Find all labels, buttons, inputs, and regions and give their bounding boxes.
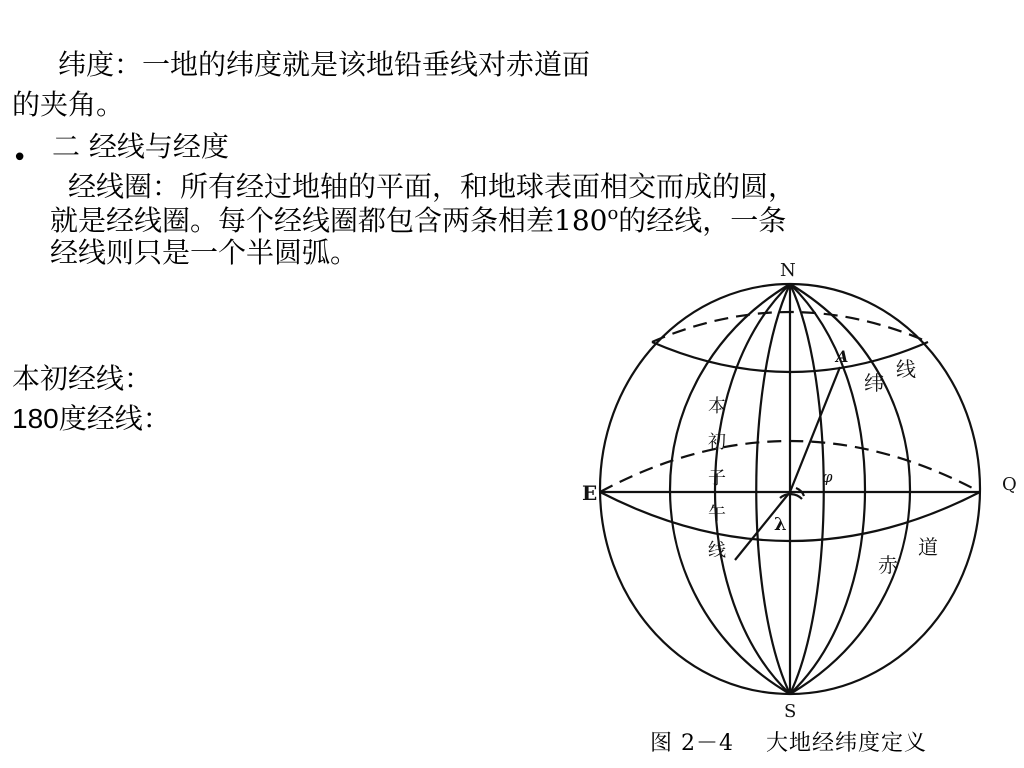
meridian-circle-line1: 经线圈：所有经过地轴的平面，和地球表面相交而成的圆，	[68, 170, 797, 203]
prime-meridian-char: 线	[708, 540, 726, 561]
latitude-line-char: 线	[896, 357, 916, 381]
prime-meridian-char: 子	[708, 468, 726, 489]
latitude-definition-line1: 纬度：一地的纬度就是该地铅垂线对赤道面	[58, 48, 591, 81]
meridian-circle-line3: 经线则只是一个半圆弧。	[50, 236, 359, 269]
east-label: E	[582, 481, 598, 505]
q-label: Q	[1002, 474, 1017, 495]
latitude-line-char: 纬	[864, 371, 884, 395]
latitude-definition-line2: 的夹角。	[12, 88, 125, 121]
prime-meridian-label: 本初经线：	[12, 362, 153, 395]
bullet-marker: •	[12, 143, 28, 173]
phi-label: φ	[822, 468, 833, 486]
meridian-curve	[790, 284, 910, 694]
equator-char: 赤	[878, 553, 898, 577]
point-a-label: A	[836, 347, 849, 366]
prime-meridian-char: 初	[708, 432, 726, 453]
meridian-180-label: 180度经线：	[12, 403, 171, 434]
meridian-curve	[790, 284, 824, 694]
meridian-curve	[670, 284, 790, 694]
section-heading: 二 经线与经度	[52, 130, 229, 163]
meridian-circle-line2	[50, 204, 786, 238]
meridian-circle-line2-part2: 的经线，一条	[618, 204, 787, 237]
meridian-circle-line2-part1: 就是经线圈。每个经线圈都包含两条相差180	[50, 204, 608, 237]
meridian-curve	[715, 284, 790, 694]
figure-caption	[650, 730, 927, 758]
lambda-label: λ	[774, 514, 787, 535]
degree-mark: o	[607, 203, 619, 224]
prime-meridian-char: 本	[708, 396, 726, 417]
meridian-curve	[756, 284, 790, 694]
prime-meridian-char: 午	[708, 504, 726, 525]
north-label: N	[780, 260, 796, 281]
globe-diagram	[570, 250, 1024, 720]
figure-title: 大地经纬度定义	[766, 731, 928, 756]
figure-number: 图 2－4	[650, 731, 734, 756]
equator-char: 道	[918, 535, 938, 559]
meridian-curve	[790, 284, 865, 694]
south-label: S	[784, 701, 797, 720]
